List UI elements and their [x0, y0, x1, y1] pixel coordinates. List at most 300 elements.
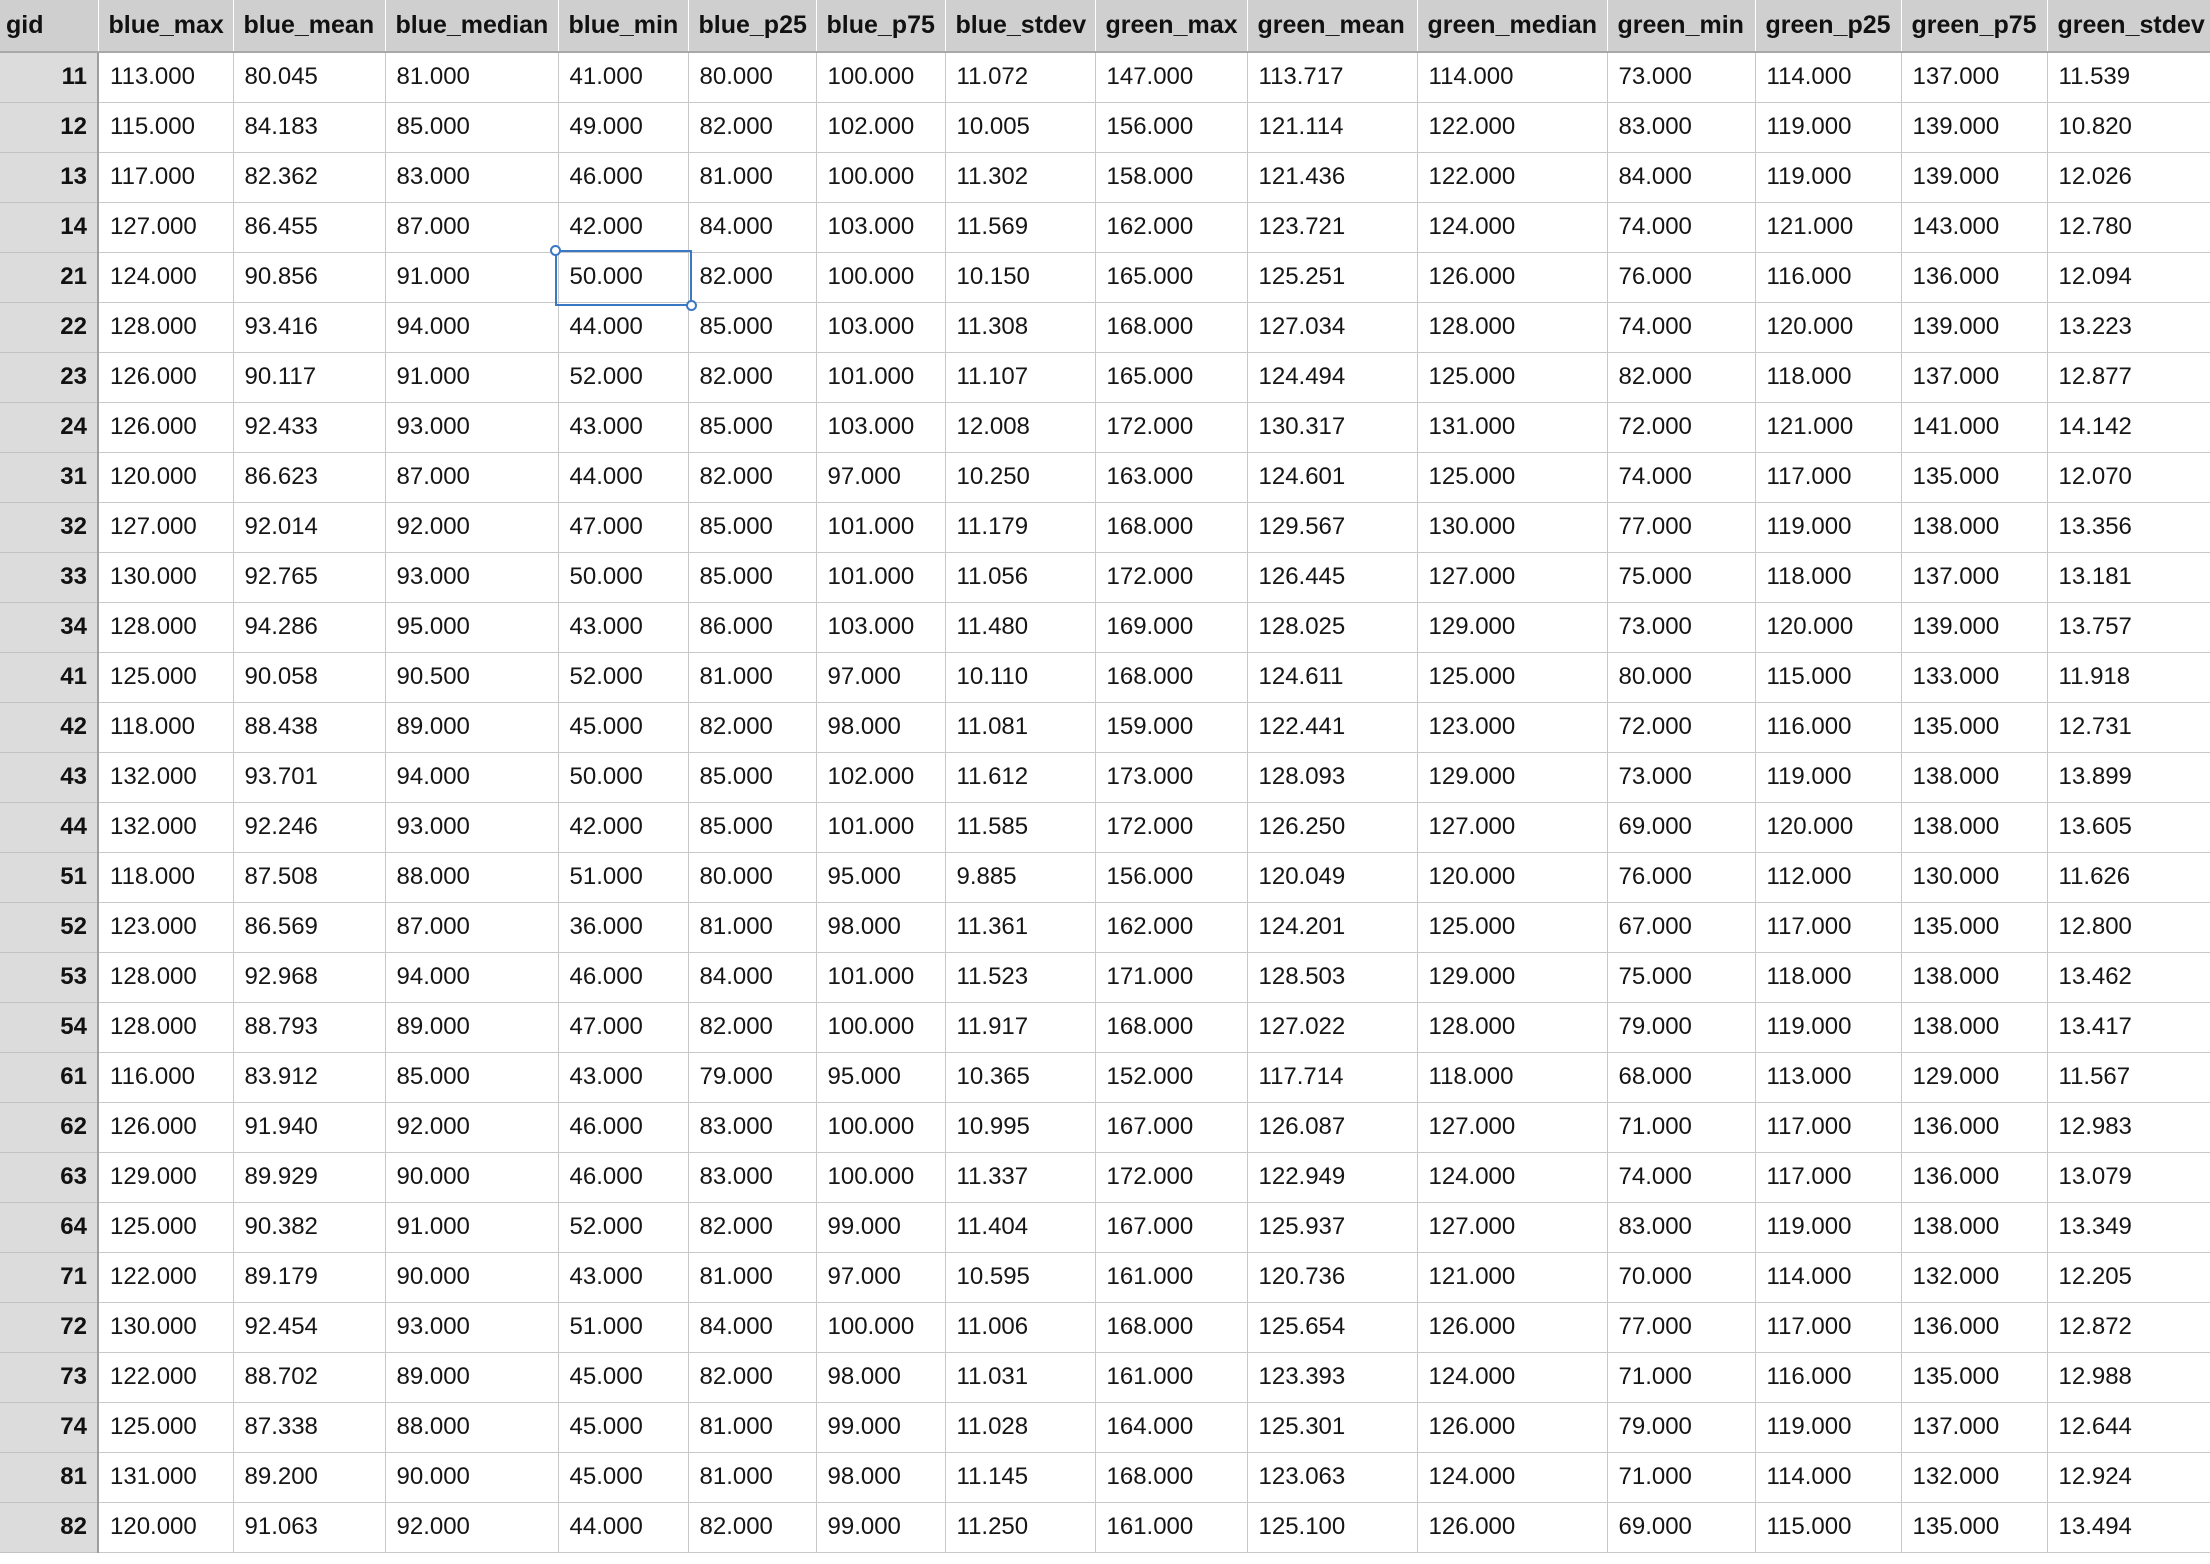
cell-green-mean[interactable]: 126.250: [1247, 802, 1417, 852]
row-header-gid[interactable]: 33: [0, 552, 98, 602]
cell-green-p25[interactable]: 118.000: [1755, 352, 1901, 402]
cell-blue-max[interactable]: 116.000: [98, 1052, 233, 1102]
column-header-blue-max[interactable]: blue_max: [98, 0, 233, 52]
column-header-green-max[interactable]: green_max: [1095, 0, 1247, 52]
cell-green-min[interactable]: 83.000: [1607, 102, 1755, 152]
cell-blue-p25[interactable]: 84.000: [688, 952, 816, 1002]
cell-green-mean[interactable]: 126.445: [1247, 552, 1417, 602]
cell-blue-max[interactable]: 126.000: [98, 1102, 233, 1152]
cell-green-min[interactable]: 69.000: [1607, 802, 1755, 852]
cell-green-p25[interactable]: 119.000: [1755, 152, 1901, 202]
cell-blue-mean[interactable]: 91.940: [233, 1102, 385, 1152]
cell-blue-p75[interactable]: 97.000: [816, 652, 945, 702]
cell-green-max[interactable]: 163.000: [1095, 452, 1247, 502]
cell-green-mean[interactable]: 130.317: [1247, 402, 1417, 452]
cell-green-stdev[interactable]: 13.079: [2047, 1152, 2210, 1202]
cell-blue-min[interactable]: 46.000: [558, 952, 688, 1002]
cell-green-p25[interactable]: 114.000: [1755, 52, 1901, 102]
cell-blue-p25[interactable]: 82.000: [688, 352, 816, 402]
row-header-gid[interactable]: 61: [0, 1052, 98, 1102]
cell-green-p75[interactable]: 137.000: [1901, 1402, 2047, 1452]
cell-green-max[interactable]: 169.000: [1095, 602, 1247, 652]
cell-blue-stdev[interactable]: 11.031: [945, 1352, 1095, 1402]
cell-green-median[interactable]: 129.000: [1417, 602, 1607, 652]
cell-green-p25[interactable]: 120.000: [1755, 802, 1901, 852]
cell-green-stdev[interactable]: 11.567: [2047, 1052, 2210, 1102]
cell-blue-stdev[interactable]: 11.337: [945, 1152, 1095, 1202]
cell-blue-p25[interactable]: 85.000: [688, 802, 816, 852]
cell-green-p25[interactable]: 115.000: [1755, 1502, 1901, 1552]
cell-blue-median[interactable]: 94.000: [385, 302, 558, 352]
cell-blue-p25[interactable]: 82.000: [688, 452, 816, 502]
cell-blue-median[interactable]: 95.000: [385, 602, 558, 652]
cell-green-stdev[interactable]: 11.626: [2047, 852, 2210, 902]
cell-green-median[interactable]: 127.000: [1417, 1202, 1607, 1252]
cell-blue-stdev[interactable]: 11.917: [945, 1002, 1095, 1052]
cell-blue-p25[interactable]: 82.000: [688, 702, 816, 752]
cell-green-max[interactable]: 156.000: [1095, 852, 1247, 902]
cell-blue-median[interactable]: 90.000: [385, 1252, 558, 1302]
cell-green-p75[interactable]: 132.000: [1901, 1252, 2047, 1302]
cell-blue-median[interactable]: 92.000: [385, 1502, 558, 1552]
cell-green-median[interactable]: 125.000: [1417, 352, 1607, 402]
cell-green-p25[interactable]: 119.000: [1755, 1002, 1901, 1052]
cell-green-p25[interactable]: 117.000: [1755, 452, 1901, 502]
cell-blue-max[interactable]: 122.000: [98, 1252, 233, 1302]
cell-blue-median[interactable]: 87.000: [385, 452, 558, 502]
cell-blue-p25[interactable]: 81.000: [688, 652, 816, 702]
cell-blue-min[interactable]: 43.000: [558, 602, 688, 652]
cell-blue-median[interactable]: 93.000: [385, 802, 558, 852]
row-header-gid[interactable]: 53: [0, 952, 98, 1002]
cell-blue-mean[interactable]: 84.183: [233, 102, 385, 152]
cell-blue-max[interactable]: 122.000: [98, 1352, 233, 1402]
cell-blue-mean[interactable]: 83.912: [233, 1052, 385, 1102]
cell-blue-max[interactable]: 128.000: [98, 952, 233, 1002]
cell-green-p25[interactable]: 120.000: [1755, 302, 1901, 352]
cell-green-stdev[interactable]: 14.142: [2047, 402, 2210, 452]
cell-blue-p25[interactable]: 79.000: [688, 1052, 816, 1102]
cell-blue-p75[interactable]: 100.000: [816, 252, 945, 302]
cell-blue-mean[interactable]: 90.058: [233, 652, 385, 702]
cell-green-stdev[interactable]: 13.757: [2047, 602, 2210, 652]
row-header-gid[interactable]: 52: [0, 902, 98, 952]
cell-green-p25[interactable]: 119.000: [1755, 1202, 1901, 1252]
cell-blue-stdev[interactable]: 11.585: [945, 802, 1095, 852]
cell-blue-median[interactable]: 88.000: [385, 852, 558, 902]
column-header-green-p25[interactable]: green_p25: [1755, 0, 1901, 52]
cell-green-p75[interactable]: 136.000: [1901, 252, 2047, 302]
cell-green-p75[interactable]: 135.000: [1901, 452, 2047, 502]
cell-blue-max[interactable]: 120.000: [98, 452, 233, 502]
cell-green-p75[interactable]: 137.000: [1901, 552, 2047, 602]
row-header-gid[interactable]: 71: [0, 1252, 98, 1302]
cell-green-max[interactable]: 172.000: [1095, 802, 1247, 852]
cell-blue-median[interactable]: 90.000: [385, 1152, 558, 1202]
row-header-gid[interactable]: 42: [0, 702, 98, 752]
row-header-gid[interactable]: 51: [0, 852, 98, 902]
cell-blue-mean[interactable]: 94.286: [233, 602, 385, 652]
cell-green-p25[interactable]: 116.000: [1755, 1352, 1901, 1402]
cell-green-p25[interactable]: 116.000: [1755, 702, 1901, 752]
cell-green-min[interactable]: 76.000: [1607, 852, 1755, 902]
cell-green-p75[interactable]: 135.000: [1901, 1352, 2047, 1402]
cell-blue-p25[interactable]: 85.000: [688, 552, 816, 602]
cell-blue-min[interactable]: 52.000: [558, 1202, 688, 1252]
cell-green-p75[interactable]: 129.000: [1901, 1052, 2047, 1102]
cell-green-min[interactable]: 73.000: [1607, 752, 1755, 802]
cell-blue-max[interactable]: 130.000: [98, 1302, 233, 1352]
cell-green-stdev[interactable]: 13.417: [2047, 1002, 2210, 1052]
cell-blue-min[interactable]: 43.000: [558, 1252, 688, 1302]
cell-green-max[interactable]: 168.000: [1095, 1002, 1247, 1052]
column-header-blue-p25[interactable]: blue_p25: [688, 0, 816, 52]
cell-blue-p75[interactable]: 99.000: [816, 1202, 945, 1252]
cell-blue-stdev[interactable]: 10.250: [945, 452, 1095, 502]
cell-blue-mean[interactable]: 92.246: [233, 802, 385, 852]
cell-green-min[interactable]: 71.000: [1607, 1102, 1755, 1152]
cell-blue-median[interactable]: 90.500: [385, 652, 558, 702]
cell-green-p75[interactable]: 133.000: [1901, 652, 2047, 702]
cell-blue-stdev[interactable]: 11.179: [945, 502, 1095, 552]
cell-green-median[interactable]: 126.000: [1417, 1502, 1607, 1552]
row-header-gid[interactable]: 14: [0, 202, 98, 252]
cell-blue-p75[interactable]: 98.000: [816, 702, 945, 752]
cell-blue-min[interactable]: 43.000: [558, 1052, 688, 1102]
cell-blue-p25[interactable]: 81.000: [688, 1252, 816, 1302]
cell-green-max[interactable]: 173.000: [1095, 752, 1247, 802]
cell-green-p25[interactable]: 113.000: [1755, 1052, 1901, 1102]
cell-blue-stdev[interactable]: 10.595: [945, 1252, 1095, 1302]
cell-blue-p75[interactable]: 97.000: [816, 452, 945, 502]
cell-green-median[interactable]: 131.000: [1417, 402, 1607, 452]
cell-blue-stdev[interactable]: 11.523: [945, 952, 1095, 1002]
cell-green-p75[interactable]: 136.000: [1901, 1152, 2047, 1202]
cell-green-p75[interactable]: 139.000: [1901, 302, 2047, 352]
cell-green-median[interactable]: 124.000: [1417, 1152, 1607, 1202]
row-header-gid[interactable]: 62: [0, 1102, 98, 1152]
row-header-gid[interactable]: 74: [0, 1402, 98, 1452]
cell-green-median[interactable]: 129.000: [1417, 752, 1607, 802]
cell-blue-p25[interactable]: 80.000: [688, 852, 816, 902]
cell-green-mean[interactable]: 125.100: [1247, 1502, 1417, 1552]
cell-green-p25[interactable]: 115.000: [1755, 652, 1901, 702]
cell-blue-max[interactable]: 123.000: [98, 902, 233, 952]
cell-blue-stdev[interactable]: 10.150: [945, 252, 1095, 302]
column-header-green-stdev[interactable]: green_stdev: [2047, 0, 2210, 52]
cell-green-p25[interactable]: 120.000: [1755, 602, 1901, 652]
cell-green-median[interactable]: 126.000: [1417, 252, 1607, 302]
cell-green-stdev[interactable]: 12.780: [2047, 202, 2210, 252]
cell-blue-mean[interactable]: 91.063: [233, 1502, 385, 1552]
cell-blue-max[interactable]: 126.000: [98, 352, 233, 402]
cell-green-stdev[interactable]: 12.731: [2047, 702, 2210, 752]
row-header-gid[interactable]: 11: [0, 52, 98, 102]
cell-blue-p25[interactable]: 85.000: [688, 302, 816, 352]
cell-green-p75[interactable]: 135.000: [1901, 702, 2047, 752]
cell-green-min[interactable]: 79.000: [1607, 1402, 1755, 1452]
cell-blue-mean[interactable]: 89.200: [233, 1452, 385, 1502]
cell-blue-p25[interactable]: 82.000: [688, 1002, 816, 1052]
cell-blue-min[interactable]: 45.000: [558, 1402, 688, 1452]
cell-green-mean[interactable]: 124.601: [1247, 452, 1417, 502]
cell-green-mean[interactable]: 125.251: [1247, 252, 1417, 302]
cell-green-median[interactable]: 127.000: [1417, 1102, 1607, 1152]
cell-green-median[interactable]: 129.000: [1417, 952, 1607, 1002]
cell-green-max[interactable]: 159.000: [1095, 702, 1247, 752]
cell-green-stdev[interactable]: 13.462: [2047, 952, 2210, 1002]
cell-blue-median[interactable]: 87.000: [385, 202, 558, 252]
cell-blue-stdev[interactable]: 10.005: [945, 102, 1095, 152]
cell-green-max[interactable]: 161.000: [1095, 1502, 1247, 1552]
cell-green-mean[interactable]: 121.436: [1247, 152, 1417, 202]
row-header-gid[interactable]: 43: [0, 752, 98, 802]
cell-blue-median[interactable]: 93.000: [385, 552, 558, 602]
cell-green-mean[interactable]: 120.049: [1247, 852, 1417, 902]
cell-green-min[interactable]: 77.000: [1607, 502, 1755, 552]
cell-blue-mean[interactable]: 87.338: [233, 1402, 385, 1452]
cell-blue-min[interactable]: 52.000: [558, 652, 688, 702]
cell-blue-max[interactable]: 128.000: [98, 1002, 233, 1052]
cell-green-p25[interactable]: 117.000: [1755, 1302, 1901, 1352]
cell-blue-max[interactable]: 118.000: [98, 702, 233, 752]
cell-blue-p75[interactable]: 100.000: [816, 152, 945, 202]
cell-blue-p75[interactable]: 100.000: [816, 52, 945, 102]
cell-blue-median[interactable]: 90.000: [385, 1452, 558, 1502]
cell-blue-median[interactable]: 89.000: [385, 702, 558, 752]
cell-green-min[interactable]: 74.000: [1607, 202, 1755, 252]
cell-green-p25[interactable]: 121.000: [1755, 202, 1901, 252]
cell-blue-median[interactable]: 91.000: [385, 352, 558, 402]
cell-green-median[interactable]: 120.000: [1417, 852, 1607, 902]
cell-blue-p75[interactable]: 100.000: [816, 1102, 945, 1152]
cell-green-mean[interactable]: 122.441: [1247, 702, 1417, 752]
column-header-blue-stdev[interactable]: blue_stdev: [945, 0, 1095, 52]
cell-green-p25[interactable]: 112.000: [1755, 852, 1901, 902]
cell-green-stdev[interactable]: 10.820: [2047, 102, 2210, 152]
cell-blue-p25[interactable]: 85.000: [688, 752, 816, 802]
cell-green-min[interactable]: 72.000: [1607, 702, 1755, 752]
cell-blue-stdev[interactable]: 11.145: [945, 1452, 1095, 1502]
cell-green-mean[interactable]: 121.114: [1247, 102, 1417, 152]
cell-blue-max[interactable]: 129.000: [98, 1152, 233, 1202]
cell-blue-mean[interactable]: 86.569: [233, 902, 385, 952]
cell-green-mean[interactable]: 123.063: [1247, 1452, 1417, 1502]
cell-green-p75[interactable]: 138.000: [1901, 752, 2047, 802]
cell-green-stdev[interactable]: 13.356: [2047, 502, 2210, 552]
cell-green-p75[interactable]: 135.000: [1901, 902, 2047, 952]
cell-green-mean[interactable]: 125.301: [1247, 1402, 1417, 1452]
cell-blue-p75[interactable]: 103.000: [816, 402, 945, 452]
cell-blue-max[interactable]: 127.000: [98, 202, 233, 252]
cell-green-max[interactable]: 161.000: [1095, 1252, 1247, 1302]
cell-blue-p75[interactable]: 100.000: [816, 1002, 945, 1052]
cell-green-stdev[interactable]: 13.349: [2047, 1202, 2210, 1252]
row-header-gid[interactable]: 22: [0, 302, 98, 352]
cell-blue-stdev[interactable]: 11.308: [945, 302, 1095, 352]
cell-blue-min[interactable]: 46.000: [558, 1102, 688, 1152]
cell-green-mean[interactable]: 127.022: [1247, 1002, 1417, 1052]
cell-blue-min[interactable]: 36.000: [558, 902, 688, 952]
cell-green-stdev[interactable]: 13.223: [2047, 302, 2210, 352]
cell-green-min[interactable]: 69.000: [1607, 1502, 1755, 1552]
cell-blue-median[interactable]: 94.000: [385, 752, 558, 802]
cell-blue-p75[interactable]: 98.000: [816, 1452, 945, 1502]
cell-green-min[interactable]: 79.000: [1607, 1002, 1755, 1052]
cell-green-max[interactable]: 167.000: [1095, 1202, 1247, 1252]
cell-blue-min[interactable]: 41.000: [558, 52, 688, 102]
cell-green-max[interactable]: 158.000: [1095, 152, 1247, 202]
cell-blue-stdev[interactable]: 11.302: [945, 152, 1095, 202]
cell-green-p25[interactable]: 117.000: [1755, 1102, 1901, 1152]
cell-blue-max[interactable]: 127.000: [98, 502, 233, 552]
cell-green-min[interactable]: 82.000: [1607, 352, 1755, 402]
cell-blue-p75[interactable]: 103.000: [816, 202, 945, 252]
column-header-blue-p75[interactable]: blue_p75: [816, 0, 945, 52]
cell-blue-mean[interactable]: 89.179: [233, 1252, 385, 1302]
cell-green-mean[interactable]: 128.025: [1247, 602, 1417, 652]
cell-blue-median[interactable]: 83.000: [385, 152, 558, 202]
cell-green-p25[interactable]: 114.000: [1755, 1252, 1901, 1302]
cell-blue-p25[interactable]: 86.000: [688, 602, 816, 652]
cell-green-median[interactable]: 125.000: [1417, 902, 1607, 952]
cell-green-p75[interactable]: 137.000: [1901, 52, 2047, 102]
cell-green-min[interactable]: 74.000: [1607, 1152, 1755, 1202]
cell-green-median[interactable]: 114.000: [1417, 52, 1607, 102]
cell-green-mean[interactable]: 126.087: [1247, 1102, 1417, 1152]
cell-blue-stdev[interactable]: 12.008: [945, 402, 1095, 452]
cell-blue-min[interactable]: 51.000: [558, 1302, 688, 1352]
cell-blue-min[interactable]: 44.000: [558, 452, 688, 502]
cell-green-median[interactable]: 121.000: [1417, 1252, 1607, 1302]
cell-blue-p25[interactable]: 81.000: [688, 902, 816, 952]
cell-blue-p75[interactable]: 101.000: [816, 552, 945, 602]
cell-green-mean[interactable]: 117.714: [1247, 1052, 1417, 1102]
cell-green-min[interactable]: 80.000: [1607, 652, 1755, 702]
cell-blue-mean[interactable]: 90.382: [233, 1202, 385, 1252]
cell-green-stdev[interactable]: 13.605: [2047, 802, 2210, 852]
cell-green-min[interactable]: 75.000: [1607, 552, 1755, 602]
cell-blue-max[interactable]: 120.000: [98, 1502, 233, 1552]
cell-blue-median[interactable]: 93.000: [385, 1302, 558, 1352]
cell-green-median[interactable]: 127.000: [1417, 552, 1607, 602]
row-header-gid[interactable]: 63: [0, 1152, 98, 1202]
cell-blue-median[interactable]: 85.000: [385, 102, 558, 152]
cell-blue-median[interactable]: 91.000: [385, 252, 558, 302]
cell-green-min[interactable]: 75.000: [1607, 952, 1755, 1002]
cell-green-stdev[interactable]: 12.800: [2047, 902, 2210, 952]
cell-blue-max[interactable]: 128.000: [98, 602, 233, 652]
cell-blue-p75[interactable]: 103.000: [816, 302, 945, 352]
cell-green-stdev[interactable]: 12.026: [2047, 152, 2210, 202]
cell-blue-p75[interactable]: 101.000: [816, 352, 945, 402]
cell-blue-p75[interactable]: 100.000: [816, 1152, 945, 1202]
cell-blue-min[interactable]: 46.000: [558, 152, 688, 202]
row-header-gid[interactable]: 21: [0, 252, 98, 302]
cell-green-stdev[interactable]: 13.899: [2047, 752, 2210, 802]
column-header-blue-median[interactable]: blue_median: [385, 0, 558, 52]
cell-green-mean[interactable]: 120.736: [1247, 1252, 1417, 1302]
cell-blue-median[interactable]: 94.000: [385, 952, 558, 1002]
cell-green-p25[interactable]: 117.000: [1755, 1152, 1901, 1202]
cell-green-p75[interactable]: 136.000: [1901, 1102, 2047, 1152]
cell-green-p75[interactable]: 139.000: [1901, 152, 2047, 202]
cell-green-p25[interactable]: 117.000: [1755, 902, 1901, 952]
cell-green-mean[interactable]: 113.717: [1247, 52, 1417, 102]
cell-blue-min[interactable]: 45.000: [558, 702, 688, 752]
cell-blue-max[interactable]: 130.000: [98, 552, 233, 602]
row-header-gid[interactable]: 54: [0, 1002, 98, 1052]
cell-blue-mean[interactable]: 90.117: [233, 352, 385, 402]
cell-green-mean[interactable]: 124.494: [1247, 352, 1417, 402]
cell-green-p25[interactable]: 116.000: [1755, 252, 1901, 302]
row-header-gid[interactable]: 32: [0, 502, 98, 552]
cell-blue-median[interactable]: 87.000: [385, 902, 558, 952]
cell-green-mean[interactable]: 122.949: [1247, 1152, 1417, 1202]
cell-green-stdev[interactable]: 12.070: [2047, 452, 2210, 502]
cell-blue-max[interactable]: 118.000: [98, 852, 233, 902]
cell-blue-max[interactable]: 132.000: [98, 752, 233, 802]
row-header-gid[interactable]: 82: [0, 1502, 98, 1552]
cell-green-p75[interactable]: 136.000: [1901, 1302, 2047, 1352]
row-header-gid[interactable]: 13: [0, 152, 98, 202]
cell-green-max[interactable]: 164.000: [1095, 1402, 1247, 1452]
cell-blue-p75[interactable]: 98.000: [816, 902, 945, 952]
row-header-gid[interactable]: 41: [0, 652, 98, 702]
cell-green-p75[interactable]: 143.000: [1901, 202, 2047, 252]
row-header-gid[interactable]: 73: [0, 1352, 98, 1402]
cell-green-max[interactable]: 168.000: [1095, 652, 1247, 702]
row-header-gid[interactable]: 31: [0, 452, 98, 502]
cell-green-stdev[interactable]: 12.924: [2047, 1452, 2210, 1502]
row-header-gid[interactable]: 64: [0, 1202, 98, 1252]
cell-green-stdev[interactable]: 12.644: [2047, 1402, 2210, 1452]
cell-green-mean[interactable]: 123.721: [1247, 202, 1417, 252]
cell-blue-stdev[interactable]: 11.480: [945, 602, 1095, 652]
cell-blue-stdev[interactable]: 11.404: [945, 1202, 1095, 1252]
cell-green-median[interactable]: 126.000: [1417, 1302, 1607, 1352]
cell-green-median[interactable]: 124.000: [1417, 1452, 1607, 1502]
cell-green-max[interactable]: 172.000: [1095, 552, 1247, 602]
cell-green-stdev[interactable]: 11.539: [2047, 52, 2210, 102]
cell-green-min[interactable]: 73.000: [1607, 602, 1755, 652]
cell-blue-mean[interactable]: 82.362: [233, 152, 385, 202]
cell-blue-p25[interactable]: 83.000: [688, 1152, 816, 1202]
cell-green-max[interactable]: 162.000: [1095, 902, 1247, 952]
cell-blue-min[interactable]: 45.000: [558, 1352, 688, 1402]
row-header-gid[interactable]: 12: [0, 102, 98, 152]
cell-green-mean[interactable]: 124.611: [1247, 652, 1417, 702]
column-header-green-mean[interactable]: green_mean: [1247, 0, 1417, 52]
cell-blue-min[interactable]: 51.000: [558, 852, 688, 902]
cell-blue-median[interactable]: 89.000: [385, 1002, 558, 1052]
cell-green-median[interactable]: 125.000: [1417, 652, 1607, 702]
cell-blue-min[interactable]: 46.000: [558, 1152, 688, 1202]
cell-blue-p25[interactable]: 83.000: [688, 1102, 816, 1152]
cell-green-p75[interactable]: 139.000: [1901, 602, 2047, 652]
cell-green-mean[interactable]: 125.937: [1247, 1202, 1417, 1252]
cell-green-p75[interactable]: 138.000: [1901, 952, 2047, 1002]
cell-blue-stdev[interactable]: 9.885: [945, 852, 1095, 902]
cell-green-max[interactable]: 152.000: [1095, 1052, 1247, 1102]
cell-blue-max[interactable]: 124.000: [98, 252, 233, 302]
cell-green-p75[interactable]: 132.000: [1901, 1452, 2047, 1502]
cell-green-p75[interactable]: 138.000: [1901, 502, 2047, 552]
cell-blue-min[interactable]: 50.000: [558, 752, 688, 802]
cell-blue-mean[interactable]: 92.765: [233, 552, 385, 602]
column-header-blue-min[interactable]: blue_min: [558, 0, 688, 52]
cell-green-max[interactable]: 168.000: [1095, 1302, 1247, 1352]
